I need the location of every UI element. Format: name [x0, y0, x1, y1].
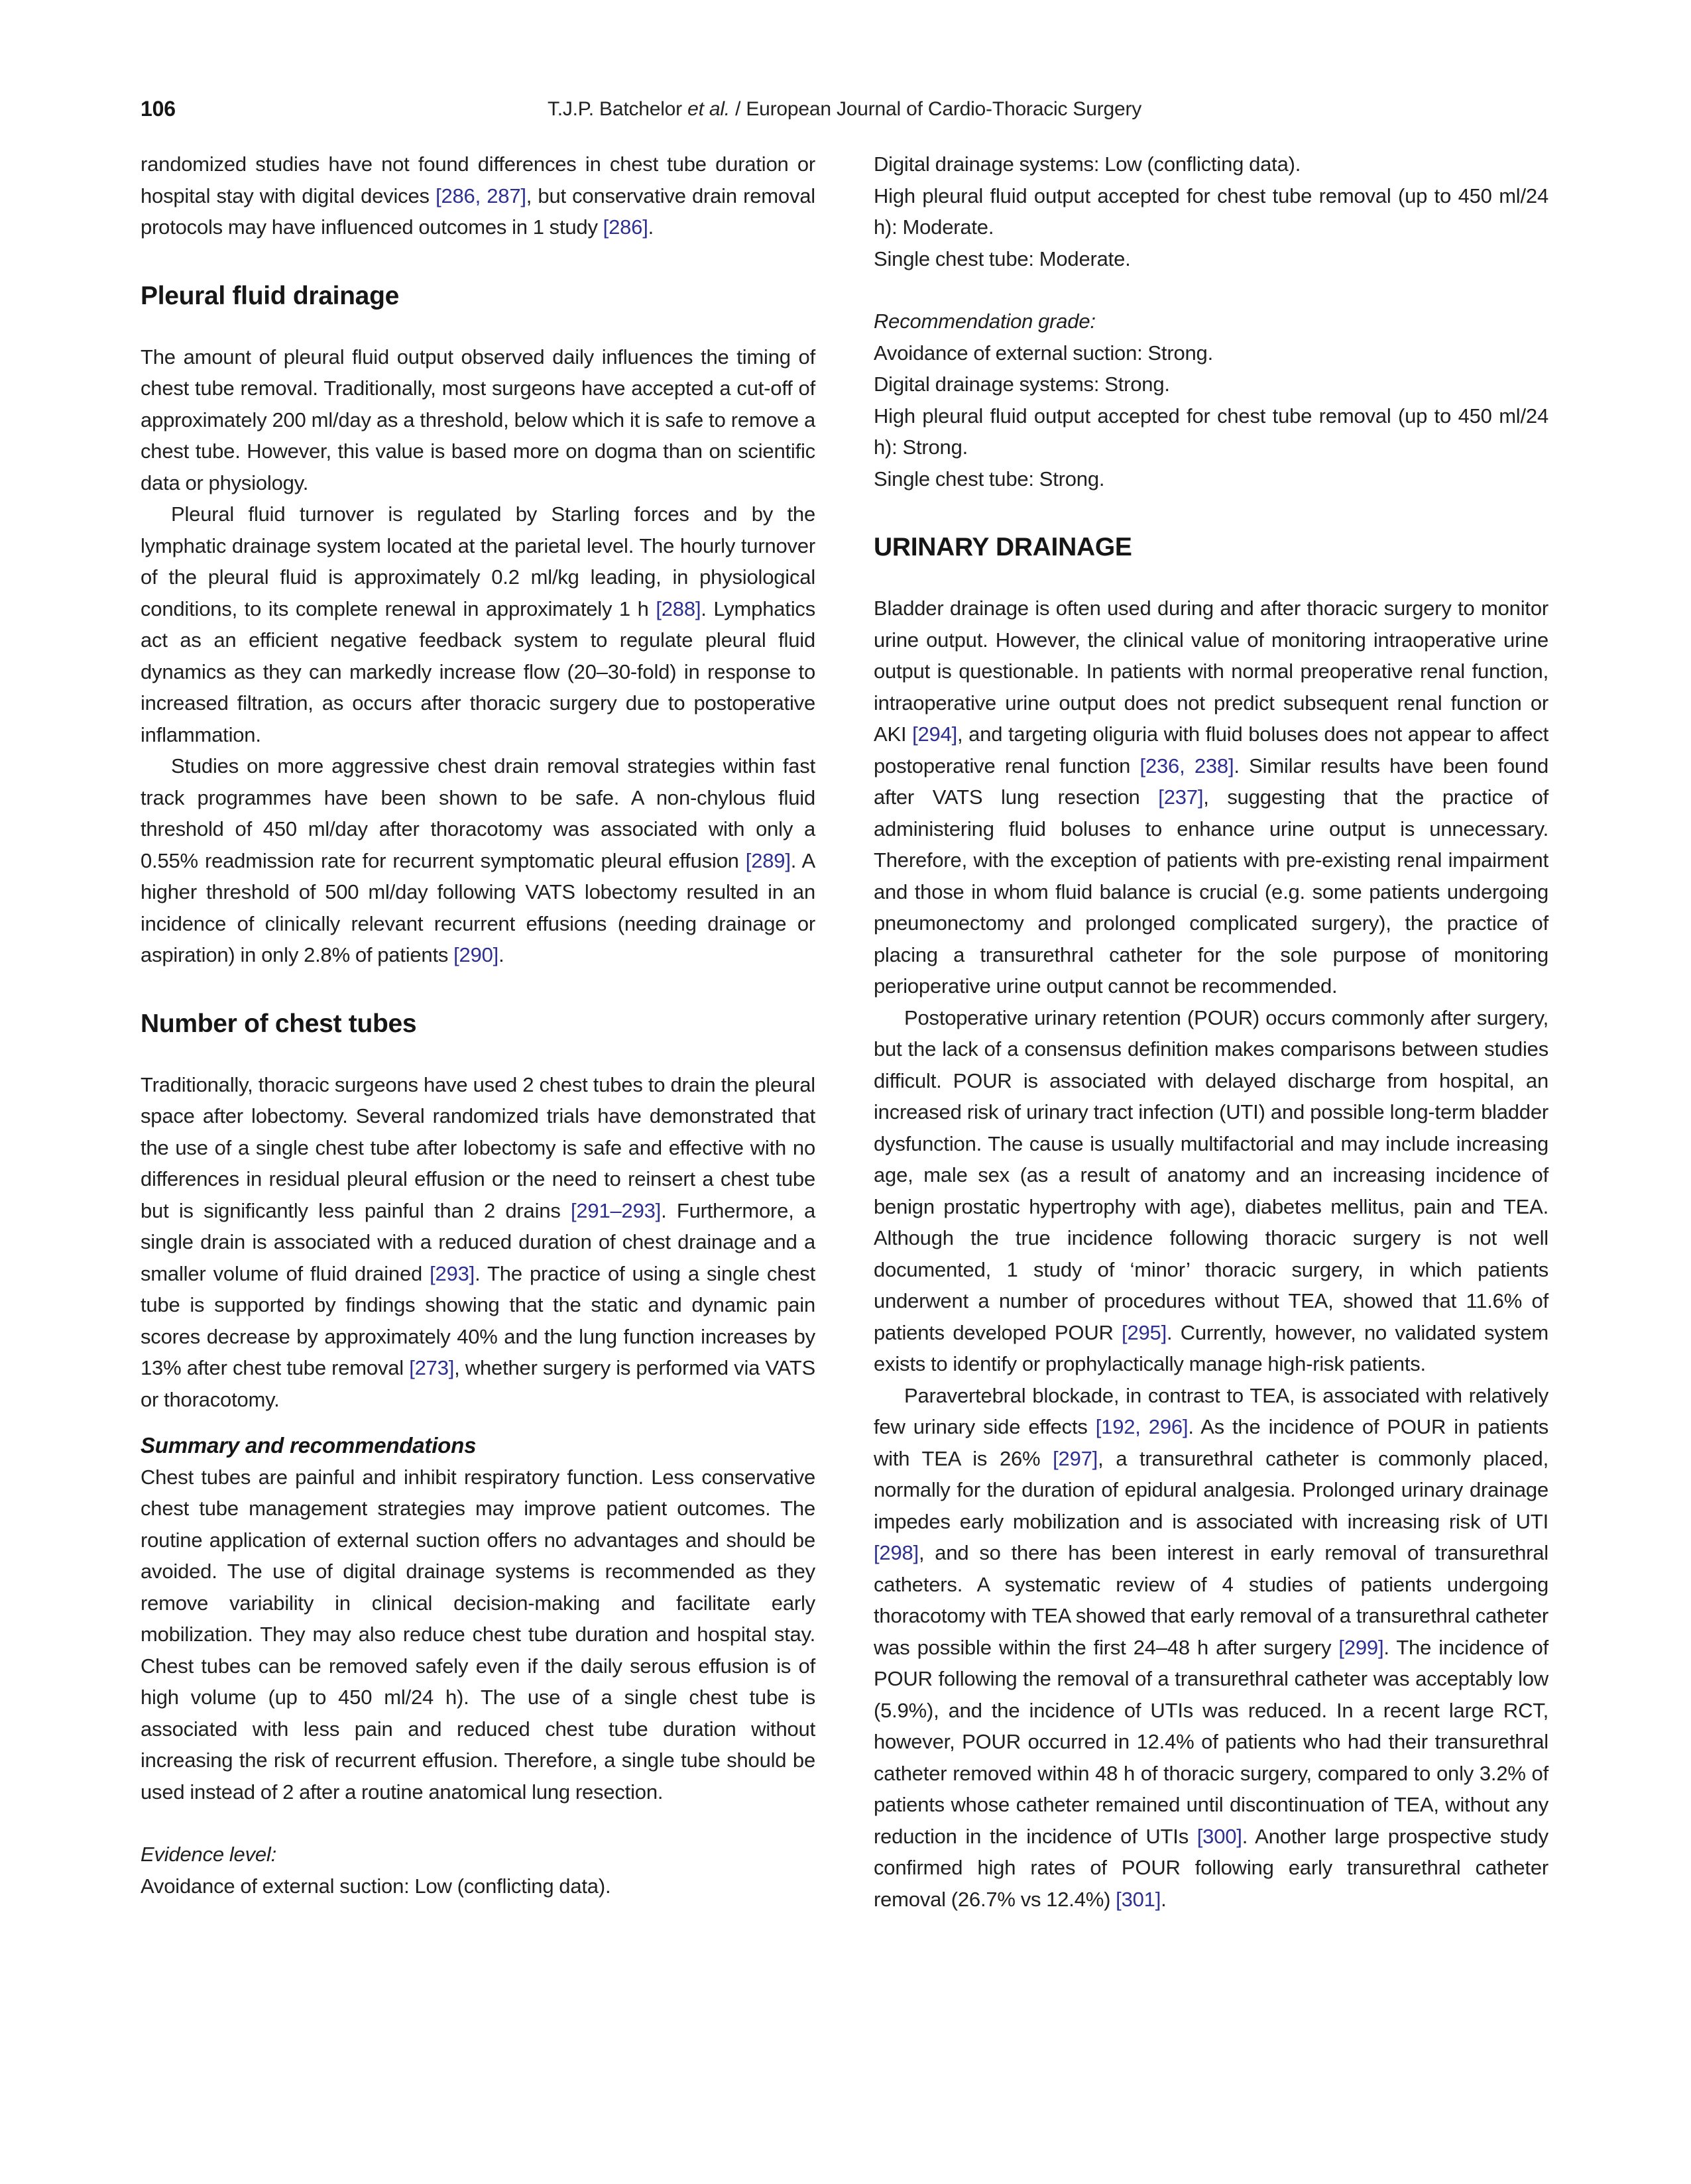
text-run: . As the incidence of POUR in patients with TEA is 26% — [874, 1415, 1548, 1470]
page-number: 106 — [141, 97, 176, 121]
citation-link[interactable]: [295] — [1122, 1320, 1167, 1344]
paragraph — [141, 498, 815, 750]
citation-link[interactable]: [297] — [1053, 1446, 1098, 1470]
citation-link[interactable]: [301] — [1116, 1887, 1161, 1911]
text-run: . Another large prospective study confirmed high rates of POUR following early transurethral catheter removal (26.7% vs 12.4%) — [874, 1824, 1548, 1911]
citation-link[interactable]: [192, 296] — [1095, 1415, 1189, 1438]
text-run: Avoidance of external suction: Strong. — [874, 341, 1213, 365]
text-run: High pleural fluid output accepted for chest tube removal (up to 450 ml/24 h): Strong. — [874, 404, 1548, 459]
running-title-authors: T.J.P. Batchelor — [547, 98, 688, 120]
paragraph — [874, 1002, 1548, 1380]
text-run: The amount of pleural fluid output observed daily influences the timing of chest tube removal. Traditionally, most surgeons have accepted a cut-off of approximately 200 ml/day as a threshold, below which it is safe to remove a chest tube. However, this value is based more on dogma than on scientific data or physiology. — [141, 345, 815, 494]
subsection-heading: Summary and recommendations — [141, 1433, 477, 1458]
paragraph — [141, 341, 815, 499]
text-run: . — [1161, 1887, 1167, 1911]
citation-link[interactable]: [290] — [453, 943, 499, 966]
citation-link[interactable]: [294] — [912, 722, 958, 746]
text-run: . — [498, 943, 504, 966]
paragraph — [141, 1069, 815, 1416]
text-run: . Currently, however, no validated system exists to identify or prophylactically manage high-risk patients. — [874, 1320, 1548, 1375]
citation-link[interactable]: [237] — [1158, 785, 1204, 809]
text-run: Bladder drainage is often used during and after thoracic surgery to monitor urine output. However, the clinical value of monitoring intraoperative urine output is questionable. In patients with normal preoperative renal function, intraoperative urine output does not predict subsequent renal function or AKI — [874, 597, 1548, 746]
citation-link[interactable]: [288] — [656, 597, 701, 620]
citation-link[interactable]: [291–293] — [570, 1198, 662, 1222]
text-run: Chest tubes are painful and inhibit respiratory function. Less conservative chest tube management strategies may improve patient outcomes. The routine application of external suction offers no advantages and should be avoided. The use of digital drainage systems is recommended as they remove variability in clinical decision-making and facilitate early mobilization. They may also reduce chest tube duration and hospital stay. Chest tubes can be removed safely even if the daily serous effusion is of high volume (up to 450 ml/24 h). The use of a single chest tube is associated with less pain and reduced chest tube duration without increasing the risk of recurrent effusion. Therefore, a single tube should be used instead of 2 after a routine anatomical lung resection. — [141, 1465, 815, 1804]
text-run: Paravertebral blockade, in contrast to TEA, is associated with relatively few urinary side effects — [874, 1383, 1548, 1438]
section-heading: Pleural fluid drainage — [141, 281, 399, 310]
left-column — [141, 148, 815, 1915]
section-heading: URINARY DRAINAGE — [874, 533, 1132, 561]
text-run: , whether surgery is performed via VATS or thoracotomy. — [141, 1356, 816, 1411]
paragraph — [141, 1870, 815, 1902]
text-run: . Similar results have been found after VATS lung resection — [874, 754, 1549, 809]
text-run: , but conservative drain removal protocols may have influenced outcomes in 1 study — [141, 184, 815, 239]
running-head — [141, 97, 1548, 126]
paragraph — [874, 180, 1548, 243]
citation-link[interactable]: [236, 238] — [1139, 754, 1234, 777]
paragraph — [874, 1380, 1548, 1916]
two-column-body — [141, 148, 1548, 1915]
text-run: . The incidence of POUR following the removal of a transurethral catheter was acceptably low (5.9%), and the incidence of UTIs was reduced. In a recent large RCT, however, POUR occurred in 12.4% of patients who had their transurethral catheter removed within 48 h of thoracic surgery, compared to only 3.2% of patients whose catheter remained until discontinuation of TEA, without any reduction in the incidence of UTIs — [874, 1635, 1548, 1848]
text-run: Digital drainage systems: Strong. — [874, 373, 1170, 396]
text-run: Postoperative urinary retention (POUR) occurs commonly after surgery, but the lack of a consensus definition makes comparisons between studies difficult. POUR is associated with delayed discharge from hospital, an increased risk of urinary tract infection (UTI) and possible long-term bladder dysfunction. The cause is usually multifactorial and may include increasing age, male sex (as a result of anatomy and an increasing incidence of benign prostatic hypertrophy with age), diabetes mellitus, pain and TEA. Although the true incidence following thoracic surgery is not well documented, 1 study of ‘minor’ thoracic surgery, in which patients underwent a number of procedures without TEA, showed that 11.6% of patients developed POUR — [874, 1006, 1548, 1344]
section-heading: Number of chest tubes — [141, 1009, 417, 1038]
paragraph — [874, 400, 1548, 463]
text-run: randomized studies have not found differences in chest tube duration or hospital stay with digital devices — [141, 152, 815, 207]
text-run: Single chest tube: Strong. — [874, 467, 1105, 490]
text-run: . A higher threshold of 500 ml/day following VATS lobectomy resulted in an incidence of clinically relevant recurrent effusions (needing drainage or aspiration) in only 2.8% of patients — [141, 848, 815, 966]
text-run: . Furthermore, a single drain is associated with a reduced duration of chest drainage and a smaller volume of fluid drained — [141, 1198, 815, 1285]
text-run: Digital drainage systems: Low (conflicting data). — [874, 152, 1301, 176]
paragraph — [141, 750, 815, 971]
running-title-etal: et al. — [687, 98, 730, 120]
text-run: , suggesting that the practice of administering fluid boluses to enhance urine output is unnecessary. Therefore, with the exception of patients with pre-existing renal impairment and those in whom fluid balance is crucial (e.g. some patients undergoing pneumonectomy and prolonged complicated surgery), the practice of placing a transurethral catheter for the sole purpose of monitoring perioperative urine output cannot be recommended. — [874, 785, 1548, 998]
paragraph — [874, 148, 1548, 180]
text-run: Single chest tube: Moderate. — [874, 247, 1131, 270]
paragraph — [874, 369, 1548, 400]
right-column — [874, 148, 1548, 1915]
text-run: Pleural fluid turnover is regulated by Starling forces and by the lymphatic drainage system located at the parietal level. The hourly turnover of the pleural fluid is approximately 0.2 ml/kg leading, in physiological conditions, to its complete renewal in approximately 1 h — [141, 502, 815, 620]
text-run: , and so there has been interest in early removal of transurethral catheters. A systematic review of 4 studies of patients undergoing thoracotomy with TEA showed that early removal of a transurethral catheter was possible within the first 24–48 h after surgery — [874, 1541, 1548, 1659]
citation-link[interactable]: [273] — [409, 1356, 455, 1379]
citation-link[interactable]: [293] — [430, 1261, 475, 1285]
text-run: Avoidance of external suction: Low (conflicting data). — [141, 1874, 611, 1898]
citation-link[interactable]: [299] — [1338, 1635, 1384, 1659]
paragraph-label: Evidence level: — [141, 1843, 277, 1866]
paragraph — [874, 463, 1548, 495]
paragraph-label: Recommendation grade: — [874, 310, 1096, 333]
paragraph — [141, 1462, 815, 1808]
text-run: . Lymphatics act as an efficient negative feedback system to regulate pleural fluid dynamics as they can markedly increase flow (20–30-fold) in response to increased filtration, as occurs after thoracic surgery due to postoperative inflammation. — [141, 597, 816, 746]
paragraph — [874, 337, 1548, 369]
text-run: , and targeting oliguria with fluid boluses does not appear to affect postoperative renal function — [874, 722, 1549, 777]
text-run: Traditionally, thoracic surgeons have used 2 chest tubes to drain the pleural space after lobectomy. Several randomized trials have demonstrated that the use of a single chest tube after lobectomy is safe and effective with no differences in residual pleural effusion or the need to reinsert a chest tube but is significantly less painful than 2 drains — [141, 1072, 815, 1222]
text-run: . The practice of using a single chest tube is supported by findings showing that the static and dynamic pain scores decrease by approximately 40% and the lung function increases by 13% after chest tube removal — [141, 1261, 815, 1379]
citation-link[interactable]: [286, 287] — [436, 184, 526, 207]
paragraph — [874, 243, 1548, 275]
text-run: High pleural fluid output accepted for chest tube removal (up to 450 ml/24 h): Moderate. — [874, 184, 1548, 239]
running-title — [141, 98, 1548, 121]
citation-link[interactable]: [289] — [745, 848, 791, 872]
text-run: , a transurethral catheter is commonly placed, normally for the duration of epidural analgesia. Prolonged urinary drainage impedes early mobilization and is associated with increasing risk of UTI — [874, 1446, 1548, 1533]
text-run: Studies on more aggressive chest drain removal strategies within fast track programmes have been shown to be safe. A non-chylous fluid threshold of 450 ml/day after thoracotomy was associated with only a 0.55% readmission rate for recurrent symptomatic pleural effusion — [141, 754, 815, 872]
citation-link[interactable]: [300] — [1196, 1824, 1242, 1848]
paragraph — [141, 148, 815, 243]
text-run: . — [648, 215, 654, 239]
citation-link[interactable]: [298] — [874, 1541, 919, 1564]
paragraph — [874, 593, 1548, 1002]
citation-link[interactable]: [286] — [603, 215, 648, 239]
running-title-journal: / European Journal of Cardio-Thoracic Surgery — [729, 98, 1142, 120]
